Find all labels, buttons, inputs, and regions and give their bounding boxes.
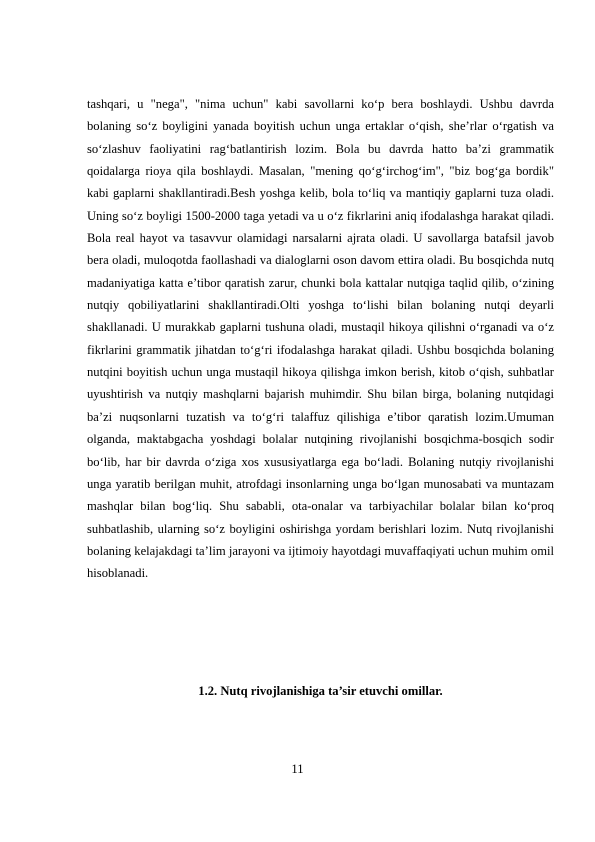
page-number: 11 (291, 762, 304, 776)
body-paragraph: tashqari, u "nega", "nima uchun" kabi savollarni ko‘p bera boshlaydi. Ushbu davrda bolaning so‘z boyligini yanada boyitish uchun unga ertaklar o‘qish, she’rlar o‘rgatish va so‘zlashuv faoliyatini rag‘batlantirish lozim. Bola bu davrda hatto ba’zi grammatik qoidalarga rioya qila boshlaydi. Masalan, "mening qo‘g‘irchog‘im", "biz bog‘ga bordik" kabi gaplarni shakllantiradi.Besh yoshga kelib, bola to‘liq va mantiqiy gaplarni tuza oladi. Uning so‘z boyligi 1500-2000 taga yetadi va u o‘z fikrlarini aniq ifodalashga harakat qiladi. Bola real hayot va tasavvur olamidagi narsalarni ajrata oladi. U savollarga batafsil javob bera oladi, muloqotda faollashadi va dialoglarni oson davom ettira oladi. Bu bosqichda nutq madaniyatiga katta e’tibor qaratish zarur, chunki bola kattalar nutqiga taqlid qilib, o‘zining nutqiy qobiliyatlarini shakllantiradi.Olti yoshga to‘lishi bilan bolaning nutqi deyarli shakllanadi. U murakkab gaplarni tushuna oladi, mustaqil hikoya qilishni o‘rganadi va o‘z fikrlarini grammatik jihatdan to‘g‘ri ifodalashga harakat qiladi. Ushbu bosqichda bolaning nutqini boyitish uchun unga mustaqil hikoya qilishga imkon berish, kitob o‘qish, suhbatlar uyushtirish va nutqiy mashqlarni bajarish muhimdir. Shu bilan birga, bolaning nutqidagi ba’zi nuqsonlarni tuzatish va to‘g‘ri talaffuz qilishiga e’tibor qaratish lozim.Umuman olganda, maktabgacha yoshdagi bolalar nutqining rivojlanishi bosqichma-bosqich sodir bo‘lib, har bir davrda o‘ziga xos xususiyatlarga ega bo‘ladi. Bolaning nutqiy rivojlanishi unga yaratib berilgan muhit, atrofdagi insonlarning unga bo‘lgan munosabati va muntazam mashqlar bilan bog‘liq. Shu sababli, ota-onalar va tarbiyachilar bolalar bilan ko‘proq suhbatlashib, ularning so‘z boyligini oshirishga yordam berishlari lozim. Nutq rivojlanishi bolaning kelajakdagi ta’lim jarayoni va ijtimoiy hayotdagi muvaffaqiyati uchun muhim omil hisoblanadi. (87, 97, 554, 581)
section-heading: 1.2. Nutq rivojlanishiga ta’sir etuvchi omillar. (198, 684, 443, 698)
